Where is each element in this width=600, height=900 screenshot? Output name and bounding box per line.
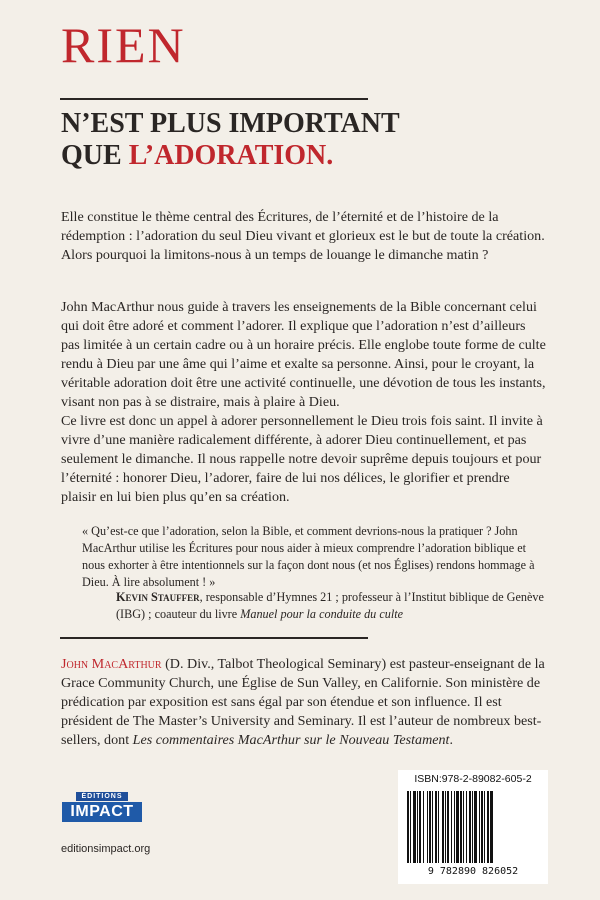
barcode-digits: 9 782890 826052 (427, 866, 519, 877)
barcode-bar (423, 791, 424, 863)
barcode-bar (469, 791, 471, 863)
barcode-bar (484, 791, 485, 863)
barcode-bar (429, 791, 431, 863)
barcode-bar (407, 791, 409, 863)
publisher-logo-top: ÉDITIONS (76, 792, 128, 801)
publisher-logo (62, 792, 142, 822)
barcode-bar (427, 791, 428, 863)
barcode-bar (442, 791, 444, 863)
barcode-bar (463, 791, 464, 863)
headline-rien: RIEN (61, 17, 186, 73)
headline-line-2-accent: L’ADORATION. (128, 140, 334, 171)
author-bio-text-2: . (449, 732, 453, 748)
isbn-label: ISBN:978-2-89082-605-2 (414, 773, 532, 785)
barcode-bar (438, 791, 439, 863)
barcode-bar (445, 791, 446, 863)
barcode-bar (487, 791, 489, 863)
barcode-bar (432, 791, 433, 863)
headline-line-2-prefix: QUE (61, 140, 129, 171)
barcode-bar (447, 791, 449, 863)
barcode-bar (435, 791, 437, 863)
publisher-website: editionsimpact.org (61, 843, 151, 855)
barcode-bar (479, 791, 480, 863)
endorser-name: Kevin Stauffer (116, 590, 200, 604)
publisher-logo-main: IMPACT (62, 802, 142, 822)
barcode-bar (481, 791, 483, 863)
barcode-bar (451, 791, 452, 863)
divider-top (60, 98, 368, 100)
body-paragraph-2: John MacArthur nous guide à travers les enseignements de la Bible concernant celui qui doit être adoré et comment l’adorer. Il explique que l’adoration n’est d’ailleurs pas limitée à un certain cadre ou à un horaire précis. Elle englobe toute forme de culte rendu à Dieu par une âme qui l’aime et exalte sa personne. Ainsi, pour le croyant, la véritable adoration doit être une activité continuelle, une dévotion de tous les instants, visant non pas à se distraire, mais à plaire à Dieu. (61, 299, 546, 410)
barcode-bar (474, 791, 477, 863)
author-bio-text-1: (D. Div., Talbot Theological Seminary) est pasteur-enseignant de la Grace Community Church, une Église de Sun Valley, en Californie. Son ministère de prédication par exposition est sans égal par son étendue et son influence. Il est président de The Master’s University and Seminary. Il est l’auteur de nombreux best-sellers, dont (61, 656, 545, 748)
barcode-bar (466, 791, 467, 863)
barcode-bar (413, 791, 416, 863)
body-paragraph-1: Elle constitue le thème central des Écritures, de l’éternité et de l’histoire de la rédemption : l’adoration du seul Dieu vivant et glorieux est le but de toute la création. Alors pourquoi la limitons-nous à un temps de louange le dimanche matin ? (61, 209, 545, 263)
barcode-bar (410, 791, 411, 863)
author-bio (61, 655, 551, 750)
barcode-bar (472, 791, 473, 863)
barcode-bars (405, 791, 541, 863)
endorsement-quote: « Qu’est-ce que l’adoration, selon la Bible, et comment devrions-nous la pratiquer ? John MacArthur utilise les Écritures pour nous aider à mieux comprendre l’adoration biblique et nous exhorter à être intentionnels sur la façon dont nous (et nos Églises) rendons hommage à Dieu. À lire absolument ! » (82, 524, 535, 589)
endorser-book-title: Manuel pour la conduite du culte (240, 607, 404, 621)
barcode-bar (419, 791, 421, 863)
headline-subtitle (61, 108, 400, 172)
isbn-barcode (398, 770, 548, 884)
endorsement-attribution (116, 589, 546, 623)
divider-middle (60, 637, 368, 639)
barcode-bar (417, 791, 418, 863)
headline-line-1: N’EST PLUS IMPORTANT (61, 108, 400, 139)
body-paragraph-3: Ce livre est donc un appel à adorer personnellement le Dieu trois fois saint. Il invite à vivre d’une manière radicalement différente, à adorer Dieu continuellement, et pas seulement le dimanche. Il nous rappelle notre devoir suprême depuis toujours et pour l’éternité : honorer Dieu, l’adorer, faire de lui nos délices, le glorifier et prendre plaisir en lui bien plus qu’en sa création. (61, 413, 543, 505)
headline-line-2 (61, 140, 400, 172)
barcode-bar (490, 791, 493, 863)
author-book-title: Les commentaires MacArthur sur le Nouveau Testament (132, 732, 450, 748)
endorser-role: , responsable d’Hymnes 21 ; professeur à l’Institut biblique de Genève (IBG) ; coauteur du livre (116, 590, 544, 621)
barcode-bar (456, 791, 459, 863)
author-name: John MacArthur (61, 656, 162, 672)
barcode-bar (454, 791, 455, 863)
barcode-bar (460, 791, 462, 863)
